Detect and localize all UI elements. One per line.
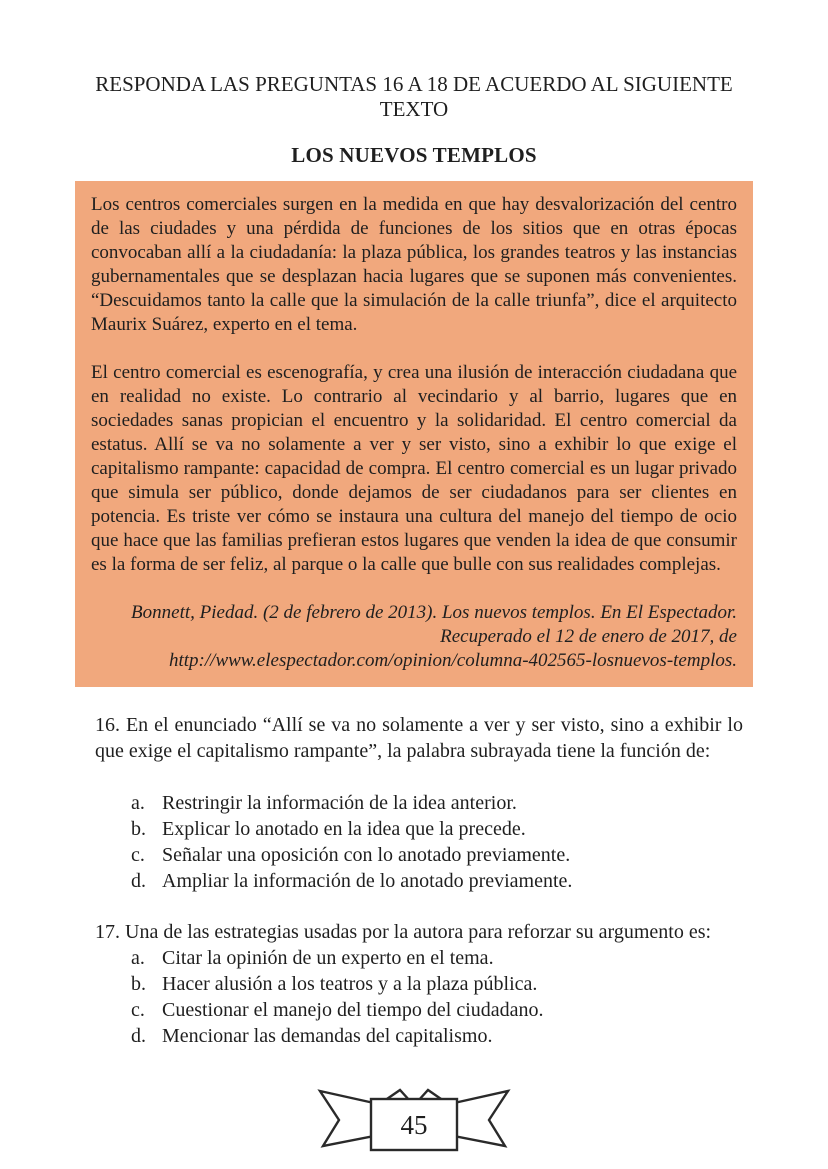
option-letter: b.	[131, 818, 146, 840]
question-16-options	[95, 790, 743, 894]
option-letter: c.	[131, 844, 145, 866]
reading-passage	[75, 181, 753, 687]
question-17-statement: Una de las estrategias usadas por la autora para reforzar su argumento es:	[120, 921, 712, 943]
question-16-number: 16.	[95, 714, 120, 736]
option-letter: b.	[131, 973, 146, 995]
ribbon-banner-icon	[314, 1083, 514, 1163]
question-17-option-b	[95, 971, 743, 997]
ribbon-left-tail	[320, 1091, 374, 1146]
option-text: Citar la opinión de un experto en el tema.	[162, 947, 494, 969]
option-letter: a.	[131, 792, 145, 814]
passage-citation: Bonnett, Piedad. (2 de febrero de 2013). Los nuevos templos. En El Espectador. Recuperado el 12 de enero de 2017, de http://www.elespectador.com/opinion/columna-402565-losnuevos-templos.	[131, 602, 737, 671]
question-16-option-c	[95, 842, 743, 868]
passage-title: LOS NUEVOS TEMPLOS	[291, 143, 537, 167]
option-text: Hacer alusión a los teatros y a la plaza pública.	[162, 973, 538, 995]
option-text: Restringir la información de la idea anterior.	[162, 792, 517, 814]
question-16-option-d	[95, 868, 743, 894]
question-17-option-c	[95, 997, 743, 1023]
passage-paragraph-2: El centro comercial es escenografía, y crea una ilusión de interacción ciudadana que en realidad no existe. Lo contrario al vecindario y al barrio, lugares que en sociedades sanas propician el encuentro y la solidaridad. El centro comercial da estatus. Allí se va no solamente a ver y ser visto, sino a exhibir lo que exige el capitalismo rampante: capacidad de compra. El centro comercial es un lugar privado que simula ser público, donde dejamos de ser ciudadanos para ser clientes en potencia. Es triste ver cómo se instaura una cultura del manejo del tiempo de ocio que hace que las familias prefieran estos lugares que venden la idea de que consumir es la forma de ser feliz, al parque o la calle que bulle con sus realidades complejas.	[91, 362, 737, 575]
option-text: Cuestionar el manejo del tiempo del ciudadano.	[162, 999, 544, 1021]
passage-paragraph-1: Los centros comerciales surgen en la medida en que hay desvalorización del centro de las ciudades y una pérdida de funciones de los sitios que en otras épocas convocaban allí a la ciudadanía: la plaza pública, los grandes teatros y las instancias gubernamentales que se desplazan hacia lugares que se suponen más convenientes. “Descuidamos tanto la calle que la simulación de la calle triunfa”, dice el arquitecto Maurix Suárez, experto en el tema.	[91, 194, 737, 335]
page-number: 45	[400, 1110, 428, 1140]
question-16-statement: En el enunciado “Allí se va no solamente a ver y ser visto, sino a exhibir lo que exige el capitalismo rampante”, la palabra subrayada tiene la función de:	[95, 714, 743, 762]
option-text: Explicar lo anotado en la idea que la precede.	[162, 818, 526, 840]
question-16-option-a	[95, 790, 743, 816]
question-16-text	[95, 712, 743, 764]
option-text: Ampliar la información de lo anotado previamente.	[162, 870, 573, 892]
option-text: Señalar una oposición con lo anotado previamente.	[162, 844, 571, 866]
question-17-options	[95, 945, 743, 1049]
question-17-option-d	[95, 1023, 743, 1049]
instruction-text: RESPONDA LAS PREGUNTAS 16 A 18 DE ACUERDO AL SIGUIENTE TEXTO	[95, 72, 733, 121]
ribbon-right-tail	[454, 1091, 508, 1146]
question-16	[95, 712, 743, 894]
option-letter: d.	[131, 870, 146, 892]
option-text: Mencionar las demandas del capitalismo.	[162, 1025, 493, 1047]
option-letter: c.	[131, 999, 145, 1021]
question-16-option-b	[95, 816, 743, 842]
question-17-option-a	[95, 945, 743, 971]
questions-section	[95, 712, 743, 1049]
question-17-number: 17.	[95, 921, 120, 943]
question-17	[95, 919, 743, 1049]
question-17-text	[95, 919, 743, 945]
page-number-ribbon	[314, 1083, 514, 1163]
option-letter: a.	[131, 947, 145, 969]
option-letter: d.	[131, 1025, 146, 1047]
